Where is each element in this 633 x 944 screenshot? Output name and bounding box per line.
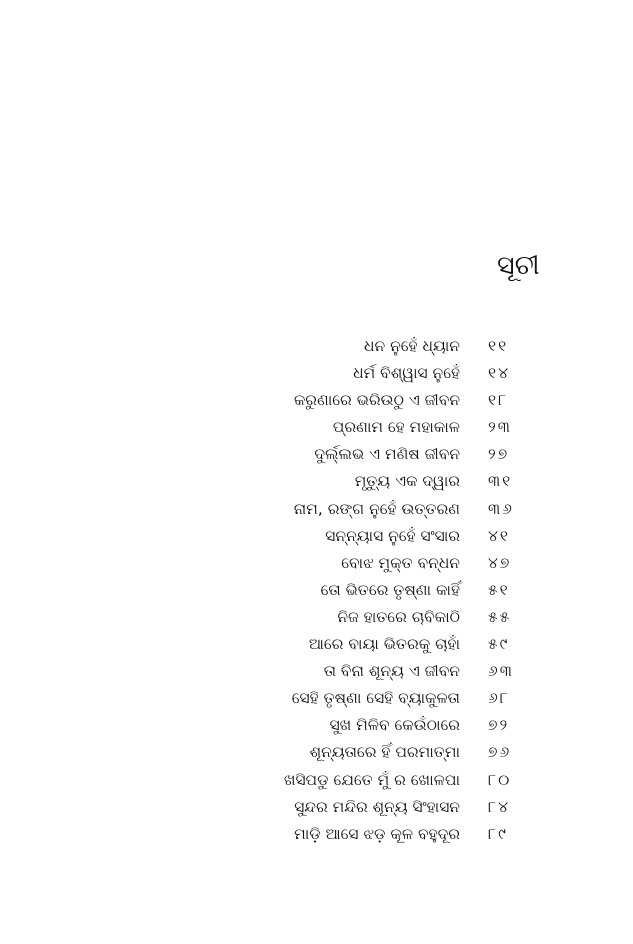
toc-entry-page: ୫୧ xyxy=(488,580,510,599)
toc-entry-page: ୧୧ xyxy=(488,337,509,355)
toc-entry-page: ୪୧ xyxy=(488,526,511,545)
toc-row[interactable] xyxy=(0,523,633,550)
toc-entry-title: ଶୂନ୍ୟତାରେ ହିଁ ପରମାତ୍ମା xyxy=(309,743,460,762)
toc-entry-page: ୩୬ xyxy=(488,499,514,518)
toc-row[interactable] xyxy=(0,387,633,414)
toc-entry-page: ୫୫ xyxy=(488,607,512,626)
toc-entry-title: ମାଡ଼ି ଆସେ ଝଡ଼ କୂଳ ବହୁଦୂର xyxy=(294,824,460,843)
toc-row[interactable] xyxy=(0,685,633,712)
toc-row[interactable] xyxy=(0,414,633,441)
toc-entry-title: ନାମ, ରଙ୍ଗ ନୁହେଁ ଉତ୍ତରଣ xyxy=(293,499,460,518)
toc-entry-title: ସନ୍ନ୍ୟାସ ନୁହେଁ ସଂସାର xyxy=(325,526,460,545)
toc-entry-page: ୨୭ xyxy=(488,445,510,464)
toc-row[interactable] xyxy=(0,821,633,848)
toc-entry-page: ୮୯ xyxy=(488,824,508,843)
toc-entry-page: ୬୮ xyxy=(488,689,510,708)
toc-entry-title: ଆରେ ବାୟା ଭିତରକୁ ଚାହାଁ xyxy=(308,635,460,654)
toc-entry-page: ୪୭ xyxy=(488,553,512,572)
toc-entry-page: ୧୮ xyxy=(488,391,509,410)
toc-entry-title: ଖସିପଡୁ ଯେତେ ମୁଁ ର ଖୋଳପା xyxy=(283,770,460,789)
toc-entry-title: ବୋଝ ମୁକ୍ତ ବନ୍ଧନ xyxy=(341,553,460,572)
toc-row[interactable] xyxy=(0,794,633,821)
toc-entry-title: ପ୍ରଣାମ ହେ ମହାକାଳ xyxy=(332,418,460,437)
toc-entry-page: ୫୯ xyxy=(488,635,510,654)
toc-entry-title: ନିଜ ହାତରେ ଚାବିକାଠି xyxy=(337,607,460,626)
toc-entry-title: ମୃତ୍ୟୁ ଏକ ଦ୍ୱାର xyxy=(354,472,460,491)
toc-entry-page: ୬୩ xyxy=(488,662,514,681)
toc-entry-page: ୮୪ xyxy=(488,797,511,816)
toc-entry-title: ସୁନ୍ଦର ମନ୍ଦିର ଶୂନ୍ୟ ସିଂହାସନ xyxy=(294,797,460,816)
toc-title: ସୂଚୀ xyxy=(497,250,540,281)
toc-entry-title: ତା ବିନା ଶୂନ୍ୟ ଏ ଜୀବନ xyxy=(323,662,460,681)
toc-list xyxy=(0,333,633,848)
toc-row[interactable] xyxy=(0,550,633,577)
toc-entry-page: ୭୬ xyxy=(488,743,512,762)
toc-entry-page: ୮୦ xyxy=(488,770,512,789)
toc-row[interactable] xyxy=(0,333,633,360)
toc-row[interactable] xyxy=(0,767,633,794)
toc-entry-title: କରୁଣାରେ ଭରିଉଠୁ ଏ ଜୀବନ xyxy=(293,391,460,410)
toc-row[interactable] xyxy=(0,496,633,523)
toc-entry-title: ସେହି ତୃଷ୍ଣା ସେହି ବ୍ୟାକୁଳତା xyxy=(291,689,460,708)
toc-entry-title: ଧନ ନୁହେଁ ଧ୍ୟାନ xyxy=(363,337,460,355)
toc-row[interactable] xyxy=(0,604,633,631)
toc-entry-title: ଦୁର୍ଲ୍ଲଭ ଏ ମଣିଷ ଜୀବନ xyxy=(314,445,460,464)
toc-row[interactable] xyxy=(0,739,633,766)
toc-entry-page: ୨୩ xyxy=(488,418,512,437)
toc-entry-page: ୭୨ xyxy=(488,716,510,735)
toc-row[interactable] xyxy=(0,577,633,604)
toc-entry-title: ଧର୍ମ ବିଶ୍ୱାସ ନୁହେଁ xyxy=(353,364,460,383)
toc-row[interactable] xyxy=(0,658,633,685)
toc-entry-title: ତୋ ଭିତରେ ତୃଷ୍ଣା କାହିଁ xyxy=(320,580,460,599)
toc-row[interactable] xyxy=(0,441,633,468)
toc-entry-title: ସୁଖ ମିଳିବ କେଉଁଠାରେ xyxy=(329,716,460,735)
toc-row[interactable] xyxy=(0,360,633,387)
toc-row[interactable] xyxy=(0,631,633,658)
toc-entry-page: ୧୪ xyxy=(488,364,511,383)
toc-row[interactable] xyxy=(0,712,633,739)
toc-entry-page: ୩୧ xyxy=(488,472,513,491)
toc-row[interactable] xyxy=(0,468,633,495)
